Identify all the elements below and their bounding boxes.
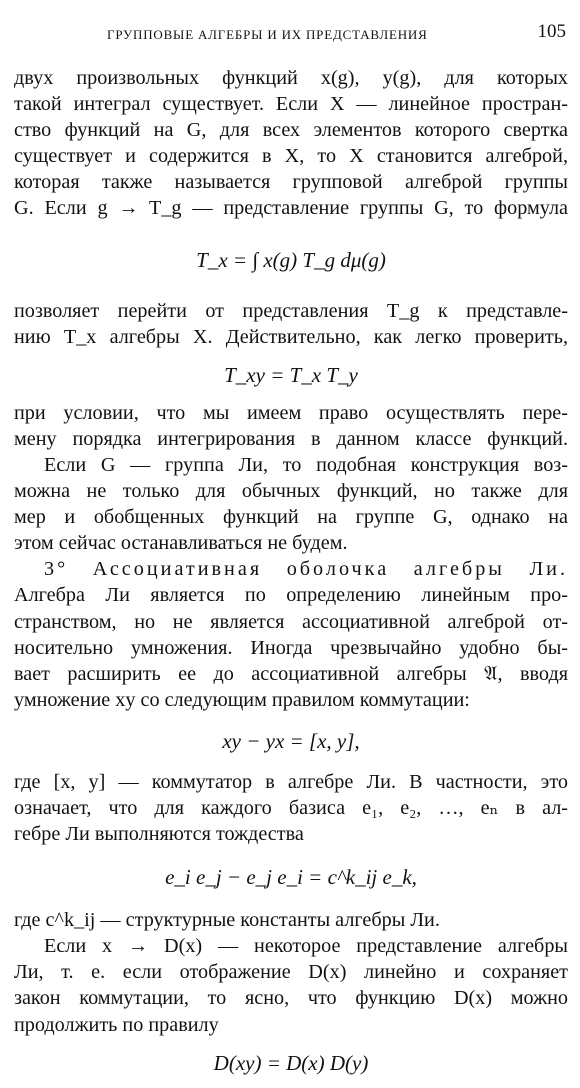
text-line: можна не только для обычных функций, но также для <box>14 480 568 503</box>
text-line: Ли, т. е. если отображение D(x) линейно и сохраняет <box>14 961 568 984</box>
formula-commutator: xy − yx = [x, y], <box>222 728 360 753</box>
text-line: двух произвольных функций x(g), y(g), для которых <box>14 67 568 89</box>
text-line: где [x, y] — коммутатор в алгебре Ли. В частности, это <box>14 770 568 793</box>
text-line: Если G — группа Ли, то подобная конструкция воз- <box>44 453 568 476</box>
text-line: этом сейчас останавливаться не будем. <box>14 532 348 555</box>
text-line: где c^k_ij — структурные константы алгебры Ли. <box>14 909 440 932</box>
text-line: такой интеграл существует. Если X — линейное простран- <box>14 93 568 116</box>
text-line: мену порядка интегрирования в данном классе функций. <box>14 427 568 450</box>
page-number: 105 <box>537 21 566 42</box>
text-line: Если x → D(x) — некоторое представление алгебры <box>44 935 568 958</box>
text-line: которая также называется групповой алгеброй группы <box>14 171 568 194</box>
text-line: продолжить по правилу <box>14 1013 219 1036</box>
text-line: означает, что для каждого базиса e₁, e₂, …, eₙ в ал- <box>14 796 568 819</box>
text-line: Алгебра Ли является по определению линейным про- <box>14 584 568 607</box>
text-line: нию T_x алгебры X. Действительно, как легко проверить, <box>14 325 568 348</box>
text-line: гебре Ли выполняются тождества <box>14 823 304 846</box>
text-line: позволяет перейти от представления T_g к представле- <box>14 299 568 322</box>
page-body <box>14 65 568 1088</box>
text-line: странством, но не является ассоциативной алгеброй от- <box>14 610 568 633</box>
formula-product: T_xy = T_x T_y <box>224 362 358 387</box>
header-title: ГРУППОВЫЕ АЛГЕБРЫ И ИХ ПРЕДСТАВЛЕНИЯ <box>107 27 428 42</box>
formula-integral: T_x = ∫ x(g) T_g dμ(g) <box>196 247 386 272</box>
running-header <box>14 18 568 52</box>
formula-representation: D(xy) = D(x) D(y) <box>213 1050 369 1075</box>
section-heading-line: 3° Ассоциативная оболочка алгебры Ли. <box>44 558 568 581</box>
text-line: ство функций на G, для всех элементов которого свертка <box>14 119 568 142</box>
text-line: мер и обобщенных функций на группе G, однако на <box>14 506 568 529</box>
text-line: существует и содержится в X, то X становится алгеброй, <box>14 145 568 168</box>
text-line: при условии, что мы имеем право осуществлять пере- <box>14 401 568 424</box>
text-line: G. Если g → T_g — представление группы G, то формула <box>14 197 568 220</box>
text-line: умножение xy со следующим правилом коммутации: <box>14 688 470 711</box>
text-line: носительно умножения. Иногда чрезвычайно удобно бы- <box>14 636 568 659</box>
text-line: вает расширить ее до ассоциативной алгебры 𝔄, вводя <box>14 662 568 685</box>
formula-structure-constants: e_i e_j − e_j e_i = c^k_ij e_k, <box>165 865 417 890</box>
text-line: закон коммутации, то ясно, что функцию D(x) можно <box>14 987 568 1010</box>
